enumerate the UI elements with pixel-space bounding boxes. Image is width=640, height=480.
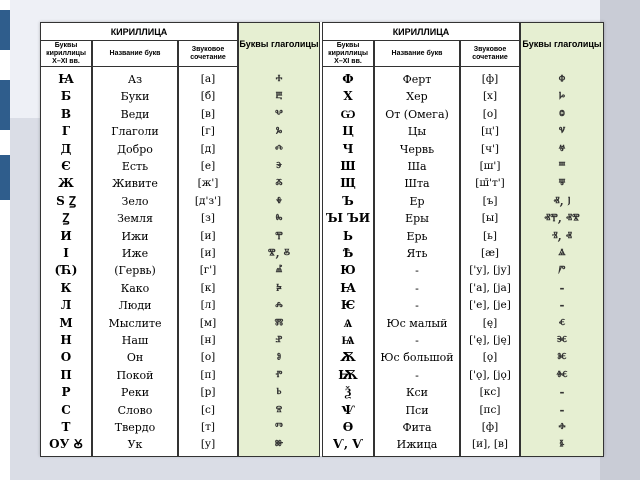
letter-sound: [ж']: [197, 177, 219, 190]
letter-sound: [ǫ]: [482, 351, 498, 364]
letter-sound: [р]: [200, 386, 216, 399]
letter-sound: ['у], [jу]: [469, 264, 511, 277]
cyrillic-letter: В: [60, 106, 72, 121]
slide-left-mark: [0, 155, 10, 200]
glagolitic-letter: ⱆ: [274, 437, 284, 452]
glagolitic-header: Буквы глаголицы: [238, 22, 320, 67]
letter-sound: [е]: [200, 160, 216, 172]
letter-sound: [т]: [200, 421, 215, 433]
glagolitic-letter: ⰱ: [275, 89, 283, 104]
cyrillic-letter: К: [60, 280, 72, 295]
letter-name: Червь: [399, 142, 435, 156]
glagolitic-letter: ⰰ: [275, 72, 283, 86]
slide-left-mark: [0, 80, 10, 130]
letter-sound: [н]: [200, 334, 216, 346]
glagolitic-letter: ⱔ: [558, 315, 566, 330]
cyrillic-letter: Х: [343, 89, 353, 104]
glagolitic-letter: ⱋ: [558, 176, 566, 191]
letter-sound: [з]: [201, 212, 215, 225]
glagolitic-letter: ⱅ: [275, 420, 283, 434]
glagolitic-letter: ⰾ: [275, 298, 283, 313]
letter-sound: [кс]: [479, 386, 501, 399]
letter-sound: [л]: [200, 299, 216, 312]
glagolitic-letter: ⱏⰹ, ⱏⰺ: [544, 211, 580, 226]
glagolitic-letter: ⱗ: [556, 333, 568, 347]
letter-sound: [г']: [199, 264, 217, 277]
glagolitic-letter: ⰴ: [275, 141, 283, 156]
glagolitic-letter: ⱚ: [558, 420, 566, 434]
cyrillic-letter: М: [59, 315, 73, 330]
letter-name: Твердо: [114, 421, 156, 434]
letter-name: Ферт: [402, 73, 432, 86]
cyrillic-letter: Ч: [342, 141, 354, 156]
letter-sound: [ц']: [481, 125, 499, 138]
glagolitic-letter: ⱈ: [558, 89, 566, 104]
letter-name: -: [415, 264, 419, 278]
glagolitic-letter: ⱀ: [275, 333, 283, 347]
letter-name: Мыслите: [108, 316, 162, 330]
glagolitic-letter: ⱂ: [275, 367, 283, 382]
letter-name: -: [415, 281, 419, 295]
letter-name: -: [415, 368, 419, 382]
sounds-column: [460, 65, 520, 457]
letter-name: Юс большой: [380, 351, 454, 365]
letter-sound: [ф]: [481, 421, 499, 433]
letter-name: -: [415, 334, 419, 347]
letter-sound: [ъ]: [482, 194, 498, 207]
letter-name: Люди: [118, 299, 152, 313]
letter-name: -: [415, 299, 419, 313]
cyrillic-letter: Ѭ: [338, 367, 358, 382]
letters-column-header: Буквы кириллицы X–XI вв.: [322, 40, 374, 67]
letters-column: [322, 65, 374, 457]
letter-sound: [к]: [200, 281, 216, 294]
cyrillic-letter: Ѵ, Ѵ: [332, 437, 364, 452]
letter-name: Еры: [405, 212, 429, 226]
letters-column-header: Буквы кириллицы X–XI вв.: [40, 40, 92, 67]
letter-sound: [х]: [482, 90, 498, 103]
letter-sound: [ф]: [481, 73, 499, 85]
letter-sound: [о]: [200, 351, 216, 364]
cyrillic-letter: Ѱ: [341, 402, 355, 417]
slide-left-mark: [0, 10, 10, 50]
letter-sound: ['ę], [ję]: [469, 334, 511, 346]
glagolitic-letter: ⱘ: [557, 350, 567, 365]
glagolitic-letter: ⱄ: [275, 402, 283, 417]
letter-name: Хер: [406, 90, 428, 104]
glagolitic-letter: ⰷ: [276, 193, 282, 208]
alphabet-table: [40, 22, 604, 456]
glagolitic-letter: ⱐ, ⱏ: [552, 228, 572, 243]
glagolitic-letter: ⱉ: [559, 106, 565, 121]
letter-sound: [б]: [200, 90, 216, 103]
glagolitic-letter: ⰵ: [276, 159, 282, 173]
cyrillic-letter: Г: [61, 124, 71, 139]
glagolitic-letter: ⰽ: [276, 280, 282, 295]
cyrillic-letter: Р: [61, 385, 71, 400]
letter-sound: [ь]: [483, 229, 497, 242]
letter-name: Живите: [112, 177, 158, 191]
cyrillic-letter: Ф: [342, 72, 354, 86]
cyrillic-letter: Ѕ Ꙁ: [56, 193, 76, 208]
glagolitic-letter: -: [559, 402, 565, 417]
letter-name: Фита: [402, 421, 432, 434]
letter-name: Шта: [404, 177, 430, 191]
glagolitic-letter: ⰶ: [275, 176, 283, 191]
glagolitic-letter: -: [559, 298, 565, 313]
cyrillic-letter: (Ћ): [54, 263, 78, 278]
cyrillic-letter: Н: [60, 333, 72, 347]
cyrillic-letter: Ѧ: [343, 315, 353, 330]
letter-name: От (Омега): [385, 107, 449, 121]
cyrillic-header: КИРИЛЛИЦА: [40, 22, 238, 41]
letter-name: Како: [120, 281, 150, 295]
letter-sound: [æ]: [480, 247, 500, 259]
glagolitic-letter: ⰳ: [275, 124, 283, 139]
letter-sound: [д]: [200, 142, 216, 155]
slide-right-shade: [600, 0, 640, 480]
cyrillic-letter: Ж: [58, 176, 74, 191]
letter-name: Буки: [120, 90, 150, 104]
letter-name: Ер: [409, 194, 425, 208]
cyrillic-letter: Щ: [340, 176, 356, 191]
letter-sound: [в]: [200, 107, 216, 120]
letter-name: Земля: [117, 212, 153, 226]
glagolitic-letter: ⱙ: [556, 367, 568, 382]
cyrillic-letter: Т: [61, 420, 71, 434]
table-left-half: [40, 22, 320, 456]
glagolitic-column: [238, 65, 320, 457]
cyrillic-letter: ОУ Ꙋ: [49, 437, 83, 452]
letter-name: Ижи: [121, 229, 149, 243]
letter-sound: [и]: [200, 229, 216, 242]
letter-sound: [ы]: [481, 212, 499, 225]
letter-name: Аз: [127, 73, 143, 86]
glagolitic-letter: -: [559, 280, 565, 295]
cyrillic-letter: Ѳ: [342, 420, 354, 434]
letter-name: Кси: [405, 386, 428, 400]
cyrillic-letter: І: [63, 246, 69, 260]
letter-sound: ['ǫ], [jǫ]: [469, 368, 511, 381]
glagolitic-letter: ⱛ: [559, 437, 565, 452]
glagolitic-letter: -: [559, 385, 565, 400]
cyrillic-letter: Ц: [342, 124, 354, 139]
glagolitic-letter: ⱍ: [558, 141, 566, 156]
cyrillic-letter: Ѥ: [340, 298, 356, 313]
glagolitic-letter: ⱑ: [558, 246, 566, 260]
letter-sound: [ч']: [480, 142, 500, 155]
letter-sound: ['е], [jе]: [469, 299, 511, 312]
cyrillic-letter: И: [60, 228, 72, 243]
cyrillic-letter: Ѯ: [344, 385, 352, 400]
letter-sound: [с]: [200, 403, 216, 416]
letter-name: Цы: [407, 125, 427, 139]
glagolitic-letter: ⰿ: [274, 315, 284, 330]
letter-name: Наш: [121, 334, 149, 347]
letter-name: Веди: [120, 107, 150, 121]
letter-name: Ерь: [406, 229, 428, 243]
cyrillic-letter: Ꙁ: [62, 211, 70, 226]
cyrillic-letter: О: [60, 350, 72, 365]
letter-name: Есть: [121, 160, 149, 173]
glagolitic-letter: ⱓ: [558, 263, 566, 278]
glagolitic-letter: ⱁ: [276, 350, 282, 365]
glagolitic-letter: ⱌ: [558, 124, 566, 139]
cyrillic-header: КИРИЛЛИЦА: [322, 22, 520, 41]
name-column-header: Название букв: [92, 40, 178, 67]
glagolitic-letter: ⱇ: [558, 72, 566, 86]
glagolitic-letter: ⰲ: [275, 106, 283, 121]
cyrillic-letter: С: [61, 402, 71, 417]
glagolitic-letter: ⱎ: [558, 159, 566, 173]
cyrillic-letter: Л: [60, 298, 72, 313]
glagolitic-header: Буквы глаголицы: [520, 22, 604, 67]
letter-sound: [о]: [482, 107, 498, 120]
letter-name: Пси: [405, 403, 429, 417]
cyrillic-letter: Ъ: [342, 193, 354, 208]
glagolitic-letter: ⰼ: [275, 263, 283, 278]
letter-name: Юс малый: [386, 316, 448, 330]
cyrillic-letter: Б: [60, 89, 72, 104]
letter-name: Ижица: [396, 438, 438, 452]
cyrillic-letter: Ꙗ: [58, 72, 74, 86]
letter-sound: [ш̄'т']: [475, 177, 505, 190]
letter-name: Он: [126, 351, 144, 365]
letter-name: Глаголи: [111, 125, 159, 139]
glagolitic-letter: ⱏ, ⱜ: [553, 193, 571, 208]
letter-sound: [и], [в]: [472, 438, 508, 451]
glagolitic-letter: ⱃ: [276, 385, 282, 400]
cyrillic-letter: Ю: [340, 263, 356, 278]
letter-name: (Гервь): [114, 264, 156, 278]
name-column-header: Название букв: [374, 40, 460, 67]
cyrillic-letter: Ꙗ: [340, 280, 356, 295]
cyrillic-letter: Є: [61, 159, 71, 173]
glagolitic-letter: ⰹ: [275, 228, 283, 243]
cyrillic-letter: ЪІ ЪИ: [325, 211, 371, 226]
glagolitic-letter: ⰸ: [275, 211, 283, 226]
letter-name: Зело: [121, 194, 149, 208]
glagolitic-letter: ⰺ, ⰻ: [267, 246, 291, 260]
table-right-half: [322, 22, 604, 456]
letter-name: Добро: [117, 142, 153, 156]
sounds-column: [178, 65, 238, 457]
letter-name: Иже: [121, 247, 149, 260]
letter-name: Ять: [406, 247, 428, 260]
letter-sound: [а]: [200, 73, 216, 85]
cyrillic-letter: Ѫ: [340, 350, 356, 365]
cyrillic-letter: Ш: [340, 159, 356, 173]
letter-sound: [у]: [200, 438, 216, 451]
letter-name: Слово: [117, 403, 153, 417]
letter-name: Ша: [407, 160, 427, 173]
cyrillic-letter: Д: [60, 141, 72, 156]
letter-sound: [п]: [200, 368, 216, 381]
sound-column-header: Звуковое сочетание: [178, 40, 238, 67]
glagolitic-column: [520, 65, 604, 457]
letter-sound: [г]: [201, 125, 215, 138]
slide-left-bar: [0, 0, 10, 480]
cyrillic-letter: Ѣ: [342, 246, 354, 260]
names-column: [374, 65, 460, 457]
letter-name: Реки: [120, 386, 150, 400]
letter-sound: [пс]: [479, 403, 501, 416]
cyrillic-letter: Ѩ: [341, 333, 355, 347]
letter-sound: [м]: [199, 316, 217, 329]
letter-sound: [ę]: [482, 316, 498, 329]
letter-sound: [д'з']: [194, 194, 222, 207]
letter-name: Покой: [116, 368, 154, 382]
letter-sound: [и]: [200, 247, 216, 259]
sound-column-header: Звуковое сочетание: [460, 40, 520, 67]
cyrillic-letter: Ѡ: [340, 106, 356, 121]
names-column: [92, 65, 178, 457]
letter-sound: ['а], [jа]: [469, 281, 511, 294]
letters-column: [40, 65, 92, 457]
cyrillic-letter: Ь: [343, 228, 353, 243]
letter-name: Ук: [127, 438, 143, 452]
cyrillic-letter: П: [60, 367, 72, 382]
letter-sound: [ш']: [479, 160, 501, 172]
